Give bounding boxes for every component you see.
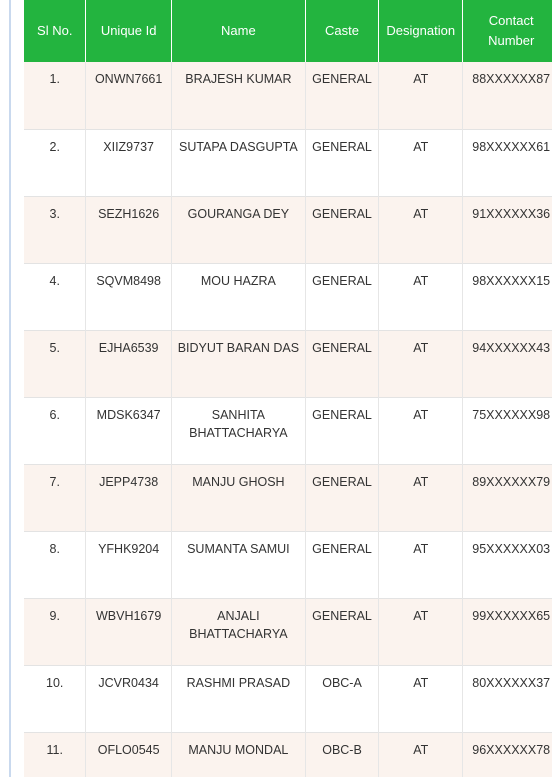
cell-name: MANJU GHOSH	[171, 464, 305, 531]
cell-caste: GENERAL	[305, 196, 378, 263]
cell-name: GOURANGA DEY	[171, 196, 305, 263]
cell-designation: AT	[379, 263, 463, 330]
cell-sl-no: 5.	[24, 330, 86, 397]
cell-contact-number: 95XXXXXX03	[463, 531, 552, 598]
cell-caste: GENERAL	[305, 62, 378, 129]
cell-unique-id: JEPP4738	[86, 464, 171, 531]
cell-sl-no: 3.	[24, 196, 86, 263]
cell-name: BIDYUT BARAN DAS	[171, 330, 305, 397]
cell-contact-number: 91XXXXXX36	[463, 196, 552, 263]
cell-caste: GENERAL	[305, 598, 378, 665]
cell-sl-no: 4.	[24, 263, 86, 330]
cell-caste: OBC-B	[305, 732, 378, 777]
cell-caste: GENERAL	[305, 129, 378, 196]
cell-designation: AT	[379, 665, 463, 732]
cell-unique-id: EJHA6539	[86, 330, 171, 397]
cell-contact-number: 89XXXXXX79	[463, 464, 552, 531]
cell-contact-number: 98XXXXXX15	[463, 263, 552, 330]
cell-unique-id: OFLO0545	[86, 732, 171, 777]
cell-unique-id: JCVR0434	[86, 665, 171, 732]
cell-name: SANHITA BHATTACHARYA	[171, 397, 305, 464]
member-table	[24, 0, 552, 777]
cell-contact-number: 94XXXXXX43	[463, 330, 552, 397]
cell-unique-id: MDSK6347	[86, 397, 171, 464]
cell-designation: AT	[379, 397, 463, 464]
cell-designation: AT	[379, 598, 463, 665]
header-unique-id: Unique Id	[86, 0, 171, 62]
cell-unique-id: WBVH1679	[86, 598, 171, 665]
cell-designation: AT	[379, 62, 463, 129]
table-row	[24, 263, 552, 330]
cell-contact-number: 80XXXXXX37	[463, 665, 552, 732]
cell-caste: GENERAL	[305, 330, 378, 397]
cell-caste: GENERAL	[305, 397, 378, 464]
header-caste: Caste	[305, 0, 378, 62]
cell-contact-number: 88XXXXXX87	[463, 62, 552, 129]
table-row	[24, 397, 552, 464]
header-row	[24, 0, 552, 62]
cell-unique-id: YFHK9204	[86, 531, 171, 598]
cell-caste: GENERAL	[305, 263, 378, 330]
cell-name: SUTAPA DASGUPTA	[171, 129, 305, 196]
table-row	[24, 732, 552, 777]
cell-designation: AT	[379, 129, 463, 196]
header-name: Name	[171, 0, 305, 62]
cell-sl-no: 10.	[24, 665, 86, 732]
cell-designation: AT	[379, 732, 463, 777]
cell-designation: AT	[379, 464, 463, 531]
table-row	[24, 598, 552, 665]
header-contact-number: Contact Number	[463, 0, 552, 62]
cell-sl-no: 6.	[24, 397, 86, 464]
cell-contact-number: 98XXXXXX61	[463, 129, 552, 196]
cell-sl-no: 9.	[24, 598, 86, 665]
cell-designation: AT	[379, 330, 463, 397]
table-scroll-area[interactable]	[24, 0, 552, 777]
cell-designation: AT	[379, 196, 463, 263]
cell-sl-no: 8.	[24, 531, 86, 598]
cell-sl-no: 11.	[24, 732, 86, 777]
cell-sl-no: 2.	[24, 129, 86, 196]
cell-name: MANJU MONDAL	[171, 732, 305, 777]
cell-caste: GENERAL	[305, 464, 378, 531]
cell-name: BRAJESH KUMAR	[171, 62, 305, 129]
page-left-border	[9, 0, 11, 777]
cell-unique-id: ONWN7661	[86, 62, 171, 129]
cell-unique-id: SQVM8498	[86, 263, 171, 330]
cell-contact-number: 96XXXXXX78	[463, 732, 552, 777]
table-row	[24, 62, 552, 129]
table-row	[24, 330, 552, 397]
cell-name: ANJALI BHATTACHARYA	[171, 598, 305, 665]
cell-unique-id: XIIZ9737	[86, 129, 171, 196]
cell-caste: OBC-A	[305, 665, 378, 732]
table-row	[24, 531, 552, 598]
table-row	[24, 129, 552, 196]
header-designation: Designation	[379, 0, 463, 62]
cell-sl-no: 1.	[24, 62, 86, 129]
cell-name: RASHMI PRASAD	[171, 665, 305, 732]
table-header	[24, 0, 552, 62]
table-row	[24, 464, 552, 531]
table-row	[24, 665, 552, 732]
table-body	[24, 62, 552, 777]
table-row	[24, 196, 552, 263]
cell-name: SUMANTA SAMUI	[171, 531, 305, 598]
cell-designation: AT	[379, 531, 463, 598]
cell-name: MOU HAZRA	[171, 263, 305, 330]
cell-sl-no: 7.	[24, 464, 86, 531]
cell-contact-number: 75XXXXXX98	[463, 397, 552, 464]
header-sl-no: Sl No.	[24, 0, 86, 62]
cell-unique-id: SEZH1626	[86, 196, 171, 263]
cell-caste: GENERAL	[305, 531, 378, 598]
cell-contact-number: 99XXXXXX65	[463, 598, 552, 665]
